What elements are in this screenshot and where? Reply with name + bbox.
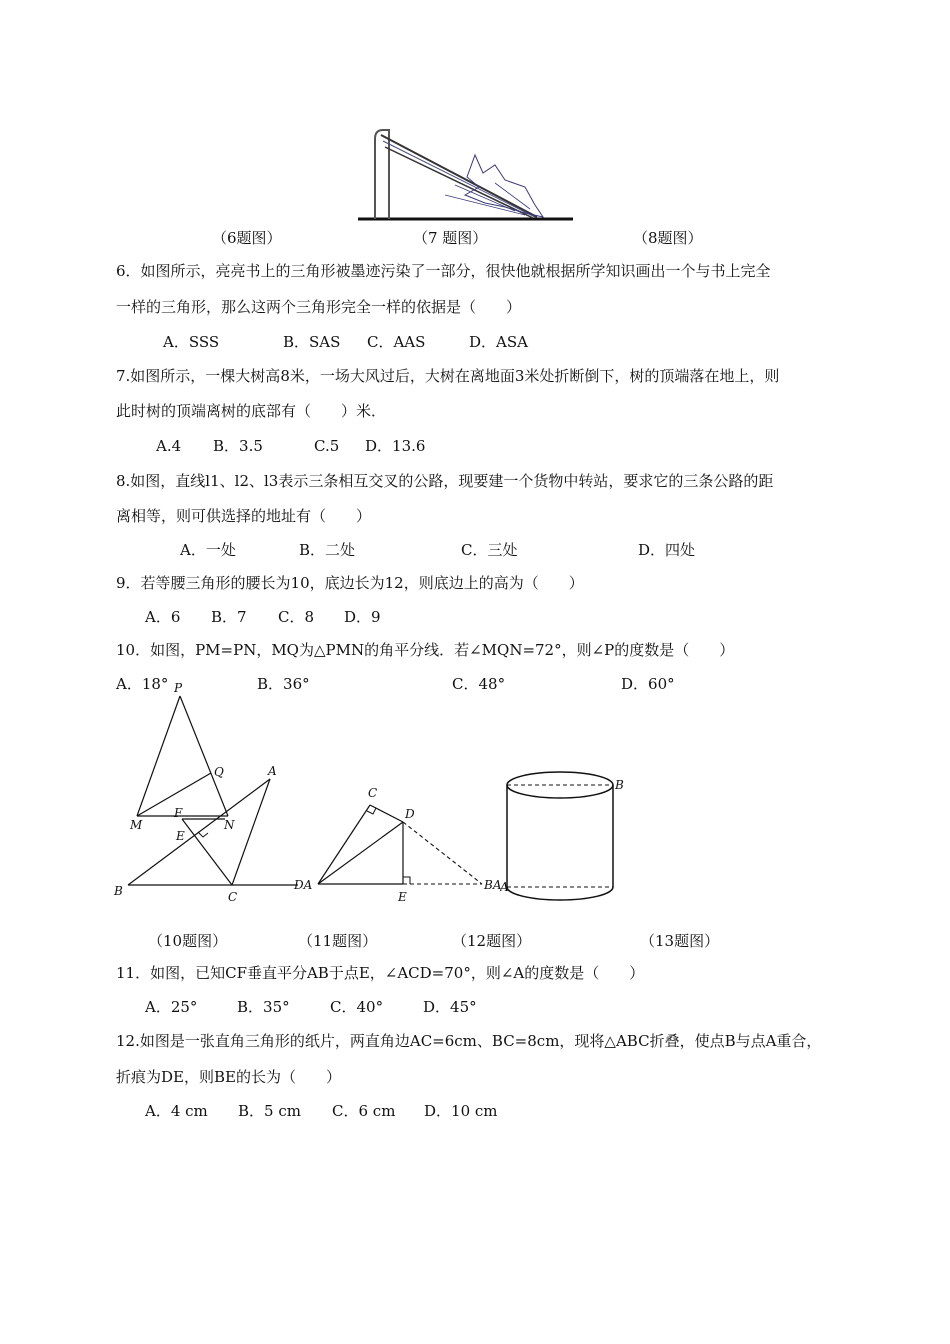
label-a: A bbox=[500, 880, 509, 894]
tree-figure bbox=[355, 125, 580, 225]
q9-option-b: B．7 bbox=[211, 608, 247, 626]
q9-option-a: A．6 bbox=[145, 608, 181, 626]
q8-line2: 离相等，则可供选择的地址有（ ） bbox=[116, 507, 372, 525]
caption-fig13: （13题图） bbox=[640, 932, 720, 950]
q12-option-b: B．5 cm bbox=[238, 1102, 301, 1120]
side-cd bbox=[370, 805, 403, 822]
q6-line2: 一样的三角形，那么这两个三角形完全一样的依据是（ ） bbox=[116, 298, 522, 316]
q7-option-d: D．13.6 bbox=[365, 437, 426, 455]
figure-12 bbox=[290, 780, 510, 910]
label-q: Q bbox=[214, 765, 224, 779]
q10-option-b: B．36° bbox=[257, 675, 310, 693]
q11-option-d: D．45° bbox=[423, 998, 477, 1016]
q10-option-a: A．18° bbox=[116, 675, 169, 693]
label-b: B bbox=[114, 884, 123, 898]
q10-option-d: D．60° bbox=[621, 675, 675, 693]
label-c: C bbox=[228, 890, 238, 904]
q7-line2: 此时树的顶端离树的底部有（ ）米． bbox=[116, 402, 387, 420]
q6-option-b: B．SAS bbox=[283, 333, 341, 351]
fallen-trunk-top bbox=[381, 135, 537, 217]
crease-ad bbox=[318, 822, 403, 884]
q7-option-c: C.5 bbox=[314, 437, 340, 455]
q9-option-c: C．8 bbox=[278, 608, 315, 626]
caption-fig7: （7 题图） bbox=[413, 229, 488, 247]
label-da: DA bbox=[294, 878, 313, 892]
label-b: B bbox=[615, 778, 624, 792]
q8-option-a: A．一处 bbox=[180, 541, 236, 559]
q11-option-c: C．40° bbox=[330, 998, 384, 1016]
q7-option-a: A.4 bbox=[156, 437, 182, 455]
segment-cf bbox=[182, 819, 232, 885]
label-f: F bbox=[174, 806, 183, 820]
q12-option-d: D．10 cm bbox=[424, 1102, 498, 1120]
q12-option-a: A．4 cm bbox=[145, 1102, 208, 1120]
dashed-db bbox=[403, 822, 482, 884]
q6-option-c: C．AAS bbox=[367, 333, 426, 351]
label-m: M bbox=[130, 818, 143, 830]
q6-option-d: D．ASA bbox=[469, 333, 528, 351]
fallen-trunk-mid bbox=[383, 141, 535, 217]
label-c: C bbox=[368, 786, 378, 800]
q12-line1: 12.如图是一张直角三角形的纸片，两直角边AC=6cm、BC=8cm，现将△ABC折叠，使点B与点A重合， bbox=[116, 1032, 822, 1050]
q8-option-c: C．三处 bbox=[461, 541, 518, 559]
caption-fig6: （6题图） bbox=[212, 229, 282, 247]
caption-fig12: （12题图） bbox=[452, 932, 532, 950]
label-e: E bbox=[176, 829, 185, 843]
label-ba: BA bbox=[484, 878, 502, 892]
q11-option-b: B．35° bbox=[237, 998, 290, 1016]
q11-line1: 11．如图，已知CF垂直平分AB于点E，∠ACD=70°，则∠A的度数是（ ） bbox=[116, 964, 645, 982]
figure-13 bbox=[500, 765, 635, 910]
cylinder-bottom-front bbox=[507, 887, 613, 900]
label-p: P bbox=[174, 681, 183, 695]
label-n: N bbox=[224, 818, 235, 830]
q8-option-d: D．四处 bbox=[638, 541, 696, 559]
right-angle-mark-e bbox=[403, 877, 410, 884]
q8-option-b: B．二处 bbox=[299, 541, 356, 559]
right-angle-mark-e bbox=[198, 832, 208, 837]
right-angle-mark-c bbox=[367, 808, 376, 814]
q12-option-c: C．6 cm bbox=[332, 1102, 396, 1120]
label-e: E bbox=[398, 890, 407, 904]
label-d: D bbox=[405, 807, 415, 821]
q6-option-a: A．SSS bbox=[163, 333, 220, 351]
q9-line1: 9．若等腰三角形的腰长为10，底边长为12，则底边上的高为（ ） bbox=[116, 574, 584, 592]
q12-line2: 折痕为DE，则BE的长为（ ） bbox=[116, 1068, 341, 1086]
figure-11 bbox=[110, 765, 310, 905]
q6-line1: 6．如图所示，亮亮书上的三角形被墨迹污染了一部分，很快他就根据所学知识画出一个与书上完全 bbox=[116, 262, 771, 280]
side-ac bbox=[232, 779, 270, 885]
q10-option-c: C．48° bbox=[452, 675, 506, 693]
caption-fig10: （10题图） bbox=[148, 932, 228, 950]
q9-option-d: D．9 bbox=[344, 608, 381, 626]
q11-option-a: A．25° bbox=[145, 998, 198, 1016]
q7-option-b: B．3.5 bbox=[213, 437, 263, 455]
q8-line1: 8.如图，直线l1、l2、l3表示三条相互交叉的公路，现要建一个货物中转站，要求它的三条公路的距 bbox=[116, 472, 774, 490]
side-ab bbox=[128, 779, 270, 885]
label-a: A bbox=[268, 765, 277, 778]
caption-fig8: （8题图） bbox=[633, 229, 703, 247]
side-ca bbox=[318, 805, 370, 884]
q10-line1: 10．如图，PM=PN，MQ为△PMN的角平分线．若∠MQN=72°，则∠P的度数是（ ） bbox=[116, 641, 735, 659]
caption-fig11: （11题图） bbox=[298, 932, 378, 950]
q7-line1: 7.如图所示，一棵大树高8米，一场大风过后，大树在离地面3米处折断倒下，树的顶端落在地上，则 bbox=[116, 367, 780, 385]
